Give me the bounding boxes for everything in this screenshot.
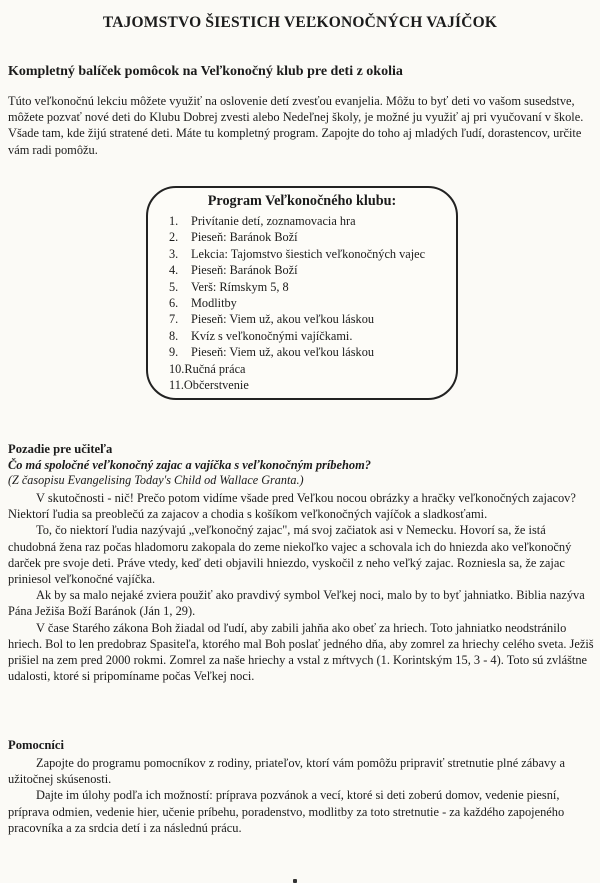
- program-item: [169, 246, 425, 262]
- program-item-number: 10.: [169, 361, 185, 376]
- program-item-text: Lekcia: Tajomstvo šiestich veľkonočných vajec: [191, 246, 426, 261]
- program-item-number: 6.: [169, 296, 179, 311]
- program-item-number: 4.: [169, 263, 179, 278]
- program-item: [169, 328, 425, 344]
- program-item: [169, 311, 425, 327]
- program-item: [169, 295, 425, 311]
- background-paragraph: V čase Starého zákona Boh žiadal od ľudí, aby zabili jahňa ako obeť za hriech. Toto jahniatko neodstránilo hriech. Bol to len predobraz Spasiteľa, ktorého mal Boh poslať jedného dňa, aby zomrel za hriechy celého sveta. Ježiš prišiel na zem pred 2000 rokmi. Zomrel za naše hriechy a vstal z mŕtvych (1. Korintským 15, 3 - 4). Toto sú zvláštne udalosti, ktoré si pripomíname počas Veľkej noci.: [8, 620, 594, 684]
- helpers-heading: Pomocníci: [8, 738, 64, 752]
- background-question: Čo má spoločné veľkonočný zajac a vajíčka s veľkonočným príbehom?: [8, 458, 371, 472]
- program-item-text: Pieseň: Viem už, akou veľkou láskou: [191, 312, 374, 327]
- program-item-number: 7.: [169, 312, 179, 327]
- page-mark: [293, 879, 297, 883]
- background-source: (Z časopisu Evangelising Today's Child od Wallace Granta.): [8, 473, 304, 487]
- program-item: [169, 344, 425, 360]
- program-item-text: Modlitby: [191, 296, 237, 311]
- program-item-text: Verš: Rímskym 5, 8: [191, 279, 289, 294]
- program-item-number: 5.: [169, 279, 179, 294]
- program-item-number: 8.: [169, 328, 179, 343]
- page-title: TAJOMSTVO ŠIESTICH VEĽKONOČNÝCH VAJÍČOK: [102, 14, 498, 31]
- program-item-number: 1.: [169, 214, 179, 228]
- program-item: [169, 361, 425, 377]
- program-title: Program Veľkonočného klubu:: [207, 193, 397, 209]
- background-heading: Pozadie pre učiteľa: [8, 442, 113, 456]
- program-item-text: Kvíz s veľkonočnými vajíčkami.: [191, 328, 353, 343]
- program-item: [169, 229, 425, 245]
- program-item-text: Ručná práca: [184, 361, 246, 376]
- program-item: [169, 262, 425, 278]
- program-item-text: Privítanie detí, zoznamovacia hra: [191, 214, 356, 228]
- program-item: [169, 213, 425, 229]
- program-item-number: 3.: [169, 246, 179, 261]
- background-section: [8, 441, 596, 684]
- background-paragraph: V skutočnosti - nič! Prečo potom vidíme všade pred Veľkou nocou obrázky a hračky veľkonočných zajacov? Niektorí ľudia sa preoblečú za zajacov a chodia s košíkom veľkonočných vajíčok a sladkosťami.: [8, 491, 576, 522]
- intro-paragraph: Túto veľkonočnú lekciu môžete využiť na oslovenie detí zvesťou evanjelia. Môžu to byť deti vo vašom susedstve, môžete pozvať nové deti do Klubu Dobrej zvesti alebo Nedeľnej školy, je možné ju využiť aj pri vyučovaní v škole. Všade tam, kde žijú stratené deti. Máte tu kompletný program. Zapojte do toho aj mladých ľudí, dorastencov, určite vám radi pomôžu.: [8, 94, 584, 157]
- program-item-text: Občerstvenie: [183, 378, 249, 393]
- helpers-paragraph: Dajte im úlohy podľa ich možností: príprava pozvánok a vecí, ktoré si deti zoberú domov, vedenie piesní, príprava odmien, vedenie hier, učenie príbehu, poradenstvo, modlitby za toto stretnutie - za každého zapojeného pracovníka a za srdcia detí i za následnú prácu.: [8, 788, 565, 835]
- program-item-number: 11.: [169, 378, 184, 393]
- background-paragraph: To, čo niektorí ľudia nazývajú „veľkonočný zajac", má svoj začiatok asi v Nemecku. Hovorí sa, že istá chudobná žena raz počas hladomoru zakopala do zeme niekoľko vajec a schovala ich do hniezda ako veľkonočný darček pre svoje deti. Práve vtedy, keď deti objavili hniezdo, vyskočil z neho veľký zajac. Rozniesla sa, že zajac priniesol veľkonočné vajíčka.: [8, 523, 572, 587]
- helpers-paragraph: Zapojte do programu pomocníkov z rodiny, priateľov, ktorí vám pomôžu pripraviť stretnutie plné zábavy a užitočnej skúsenosti.: [8, 756, 565, 787]
- helpers-section: [8, 737, 596, 836]
- program-item: [169, 279, 425, 295]
- program-item-text: Pieseň: Baránok Boží: [191, 263, 298, 278]
- subtitle: Kompletný balíček pomôcok na Veľkonočný klub pre deti z okolia: [8, 64, 403, 79]
- program-item-number: 9.: [169, 345, 179, 360]
- program-item-text: Pieseň: Baránok Boží: [191, 230, 298, 245]
- program-item: [169, 377, 425, 393]
- program-item-text: Pieseň: Viem už, akou veľkou láskou: [191, 345, 374, 360]
- program-list: [169, 213, 425, 393]
- program-item-number: 2.: [169, 230, 179, 245]
- background-paragraph: Ak by sa malo nejaké zviera použiť ako pravdivý symbol Veľkej noci, malo by to byť jahniatko. Biblia nazýva Pána Ježiša Boží Baránok (Ján 1, 29).: [8, 588, 585, 619]
- program-box: [146, 186, 458, 400]
